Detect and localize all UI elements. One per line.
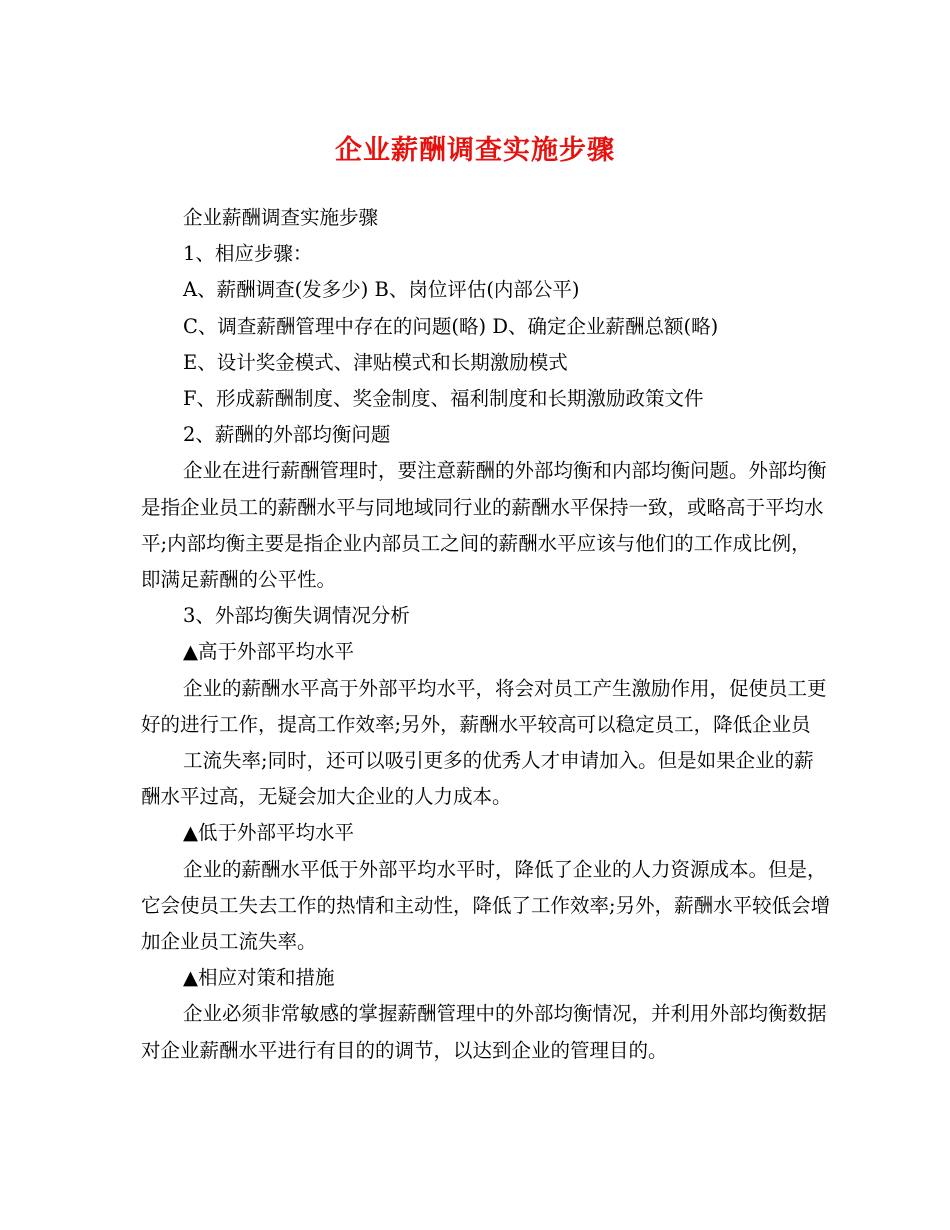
paragraph-countermeasures: 企业必须非常敏感的掌握薪酬管理中的外部均衡情况，并利用外部均衡数据对企业薪酬水平进行有目的的调节，以达到企业的管理目的。 [141, 1002, 827, 1062]
paragraph-above-average: 企业的薪酬水平高于外部平均水平，将会对员工产生激励作用，促使员工更好的进行工作，提高工作效率;另外，薪酬水平较高可以稳定员工，降低企业员 [141, 676, 827, 736]
section-heading-2: 2、薪酬的外部均衡问题 [183, 423, 391, 447]
step-line-c-d: C、调查薪酬管理中存在的问题(略) D、确定企业薪酬总额(略) [183, 314, 719, 338]
step-line-e: E、设计奖金模式、津贴模式和长期激励模式 [183, 350, 568, 374]
bullet-below-average: ▲低于外部平均水平 [183, 821, 354, 845]
step-line-a-b: A、薪酬调查(发多少) B、岗位评估(内部公平) [183, 278, 580, 302]
paragraph-below-average: 企业的薪酬水平低于外部平均水平时，降低了企业的人力资源成本。但是， 它会使员工失去工作的热情和主动性，降低了工作效率;另外，薪酬水平较低会增加企业员工流失率。 [141, 857, 831, 954]
page-title: 企业薪酬调查实施步骤 [335, 135, 615, 166]
step-line-f: F、形成薪酬制度、奖金制度、福利制度和长期激励政策文件 [183, 387, 704, 411]
bullet-countermeasures: ▲相应对策和措施 [183, 966, 335, 990]
paragraph-above-average-cont: 工流失率;同时，还可以吸引更多的优秀人才申请加入。但是如果企业的薪酬水平过高，无疑会加大企业的人力成本。 [141, 749, 814, 809]
bullet-above-average: ▲高于外部平均水平 [183, 640, 354, 664]
step-heading: 1、相应步骤： [183, 242, 313, 266]
section-heading-3: 3、外部均衡失调情况分析 [183, 604, 410, 628]
document-body [141, 200, 831, 1069]
subtitle-line: 企业薪酬调查实施步骤 [183, 206, 379, 229]
paragraph-external-balance: 企业在进行薪酬管理时，要注意薪酬的外部均衡和内部均衡问题。外部均衡是指企业员工的薪酬水平与同地域同行业的薪酬水平保持一致，或略高于平均水平;内部均衡主要是指企业内部员工之间的薪酬水平应该与他们的工作成比例， 即满足薪酬的公平性。 [141, 459, 827, 592]
